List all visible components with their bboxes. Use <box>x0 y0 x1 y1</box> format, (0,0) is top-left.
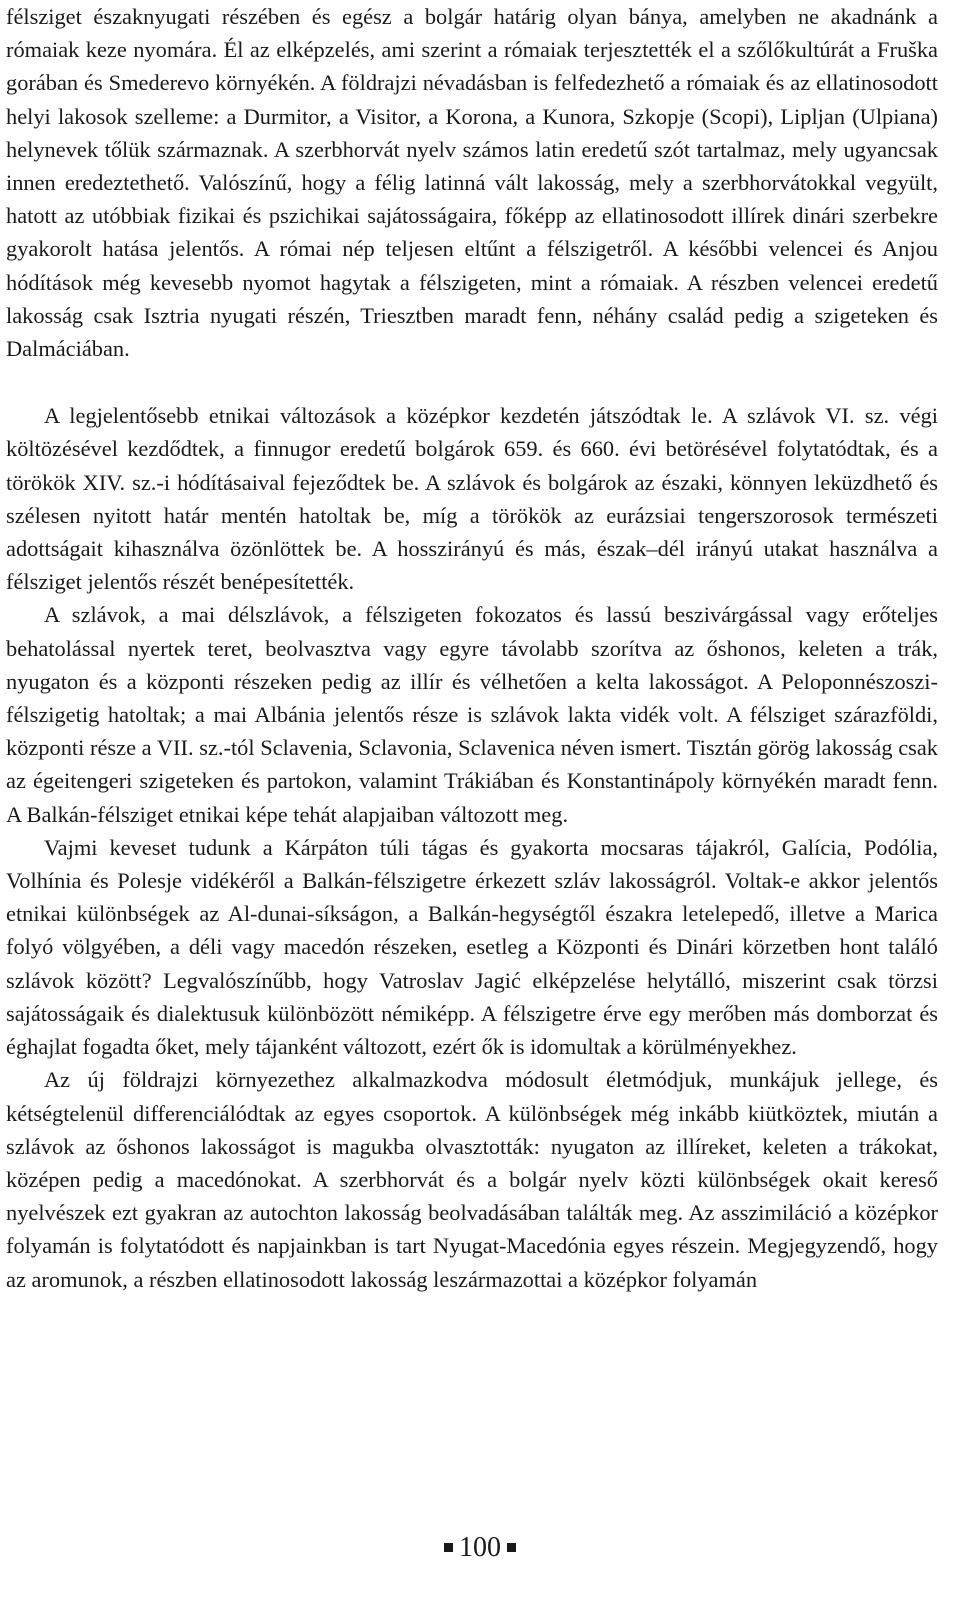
paragraph-gap <box>6 365 938 399</box>
left-square-ornament-icon <box>444 1543 453 1552</box>
page-number: 100 <box>459 1532 501 1563</box>
page-number-footer <box>0 1528 960 1568</box>
paragraph-3: A szlávok, a mai délszlávok, a félszigeten fokozatos és lassú beszivárgással vagy erőteljes behatolással nyertek teret, beolvasztva vagy egyre távolabb szorítva az őshonos, keleten a trák, nyugaton és a központi részeken pedig az illír és vélhetően a kelta lakosságot. A Peloponnészoszi-félszigetig hatoltak; a mai Albánia jelentős része is szlávok lakta vidék volt. A félsziget szárazföldi, központi része a VII. sz.-tól Sclavenia, Sclavonia, Sclavenica néven ismert. Tisztán görög lakosság csak az égeitengeri szigeteken és partokon, valamint Trákiában és Konstantinápoly környékén maradt fenn. A Balkán-félsziget etnikai képe tehát alapjaiban változott meg. <box>6 602 938 827</box>
page-body <box>6 0 938 1296</box>
paragraph-2: A legjelentősebb etnikai változások a középkor kezdetén játszódtak le. A szlávok VI. sz. végi költözésével kezdődtek, a finnugor eredetű bolgárok 659. és 660. évi betörésével folytatódtak, és a törökök XIV. sz.-i hódításaival fejeződtek be. A szlávok és bolgárok az északi, könnyen leküzdhető és szélesen nyitott határ mentén hatoltak be, míg a törökök az eurázsiai tengerszorosok természeti adottságait kihasználva özönlöttek be. A hosszirányú és más, észak–dél irányú utakat használva a félsziget jelentős részét benépesítették. <box>6 403 938 595</box>
paragraph-5: Az új földrajzi környezethez alkalmazkodva módosult életmódjuk, munkájuk jellege, és kétségtelenül differenciálódtak az egyes csoportok. A különbségek még inkább kiütköztek, miután a szlávok az őshonos lakosságot is magukba olvasztották: nyugaton az illíreket, keleten a trákokat, középen pedig a macedónokat. A szerbhorvát és a bolgár nyelv közti különbségek okait kereső nyelvészek ezt gyakran az autochton lakosság beolvadásában találták meg. Az asszimiláció a középkor folyamán is folytatódott és napjainkban is tart Nyugat-Macedónia egyes részein. Megjegyzendő, hogy az aromunok, a részben ellatinosodott lakosság leszármazottai a középkor folyamán <box>6 1067 938 1292</box>
paragraph-4: Vajmi keveset tudunk a Kárpáton túli tágas és gyakorta mocsaras tájakról, Galícia, Podólia, Volhínia és Polesje vidékéről a Balkán-félszigetre érkezett szláv lakosságról. Voltak-e akkor jelentős etnikai különbségek az Al-dunai-síkságon, a Balkán-hegységtől északra letelepedő, illetve a Marica folyó völgyében, a déli vagy macedón részeken, esetleg a Központi és Dinári körzetben hont találó szlávok között? Legvalószínűbb, hogy Vatroslav Jagić elképzelése helytálló, miszerint csak törzsi sajátosságaik és dialektusuk különbözött némiképp. A félszigetre érve egy merőben más domborzat és éghajlat fogadta őket, mely tájanként változott, ezért ők is idomultak a körülményekhez. <box>6 834 938 1060</box>
right-square-ornament-icon <box>507 1543 516 1552</box>
paragraph-1: félsziget északnyugati részében és egész a bolgár határig olyan bánya, amelyben ne akadnánk a rómaiak keze nyomára. Él az elképzelés, ami szerint a rómaiak terjesztették el a szőlőkultúrát a Fruška gorában és Smederevo környékén. A földrajzi névadásban is felfedezhető a rómaiak és az ellatinosodott helyi lakosok szelleme: a Durmitor, a Visitor, a Korona, a Kunora, Szkopje (Scopi), Lipljan (Ulpiana) helynevek tőlük származnak. A szerbhorvát nyelv számos latin eredetű szót tartalmaz, mely ugyancsak innen eredeztethető. Valószínű, hogy a félig latinná vált lakosság, mely a szerbhorvátokkal vegyült, hatott az utóbbiak fizikai és pszichikai sajátosságaira, főképp az ellatinosodott illírek dinári szerbekre gyakorolt hatása jelentős. A római nép teljesen eltűnt a félszigetről. A későbbi velencei és Anjou hódítások még kevesebb nyomot hagytak a félszigeten, mint a rómaiak. A részben velencei eredetű lakosság csak Isztria nyugati részén, Triesztben maradt fenn, néhány család pedig a szigeteken és Dalmáciában. <box>6 4 938 362</box>
